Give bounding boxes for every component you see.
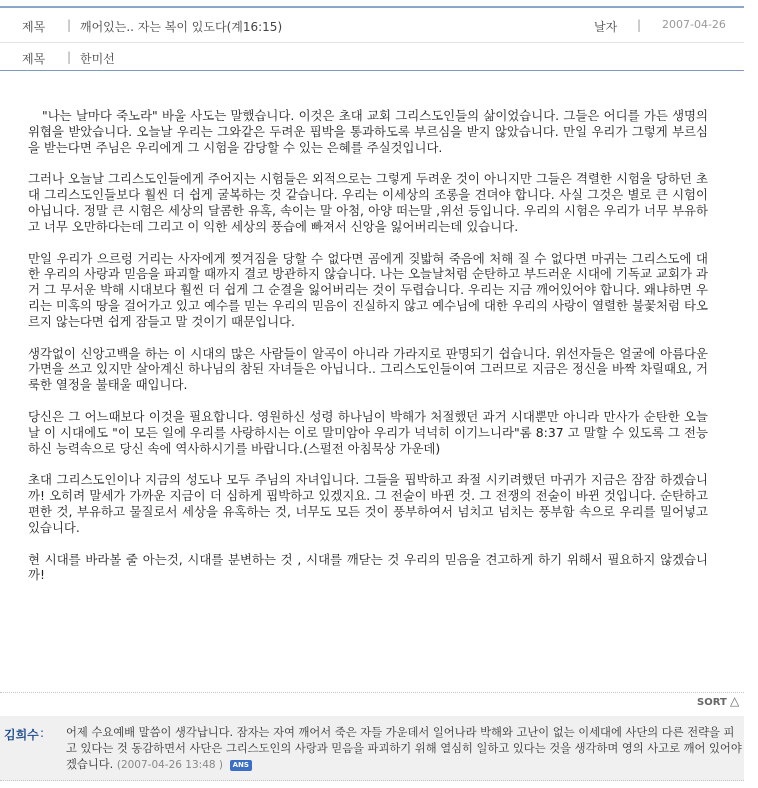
comment-item bbox=[0, 716, 744, 781]
body-paragraph: 만일 우리가 으르렁 거리는 사자에게 찢겨짐을 당할 수 없다면 곰에게 짖밟혀 죽음에 처해 질 수 없다면 마귀는 그리스도에 대한 우리의 사랑과 믿음을 파괴할 때까지 결코 방관하지 않습니다. 나는 오늘날처럼 순탄하고 부드러운 시대에 기독교 교회가 과거 그 무서운 박해 시대보다 훨씬 더 쉽게 그 순결을 잃어버리는 것이 두렵습니다. 우리는 지금 깨어있어야 합니다. 왜냐하면 우리는 미혹의 땅을 걸어가고 있고 예수를 믿는 우리의 믿음이 진실하지 않고 예수님에 대한 우리의 사랑이 열렬한 불꽃처럼 타오르지 않는다면 쉽게 잠들고 말 것이기 때문입니다. bbox=[28, 250, 708, 329]
title-separator: | bbox=[67, 18, 72, 32]
comments-divider bbox=[0, 692, 744, 693]
date-label: 날자 bbox=[594, 20, 618, 34]
header-rule bbox=[0, 70, 744, 71]
comment-text: 어제 수요예배 말씀이 생각납니다. 잠자는 자여 깨어서 죽은 자들 가운데서 일어나라 박해와 고난이 없는 이세대에 사단의 다른 전략을 피고 있다는 것 동감하면서 사단은 그리스도인의 사랑과 믿음을 파괴하기 위해 열심히 일하고 있다는 것을 생각하며 영의 사고로 깨어 있어야 겠습니다. bbox=[66, 726, 742, 771]
author-name: 한미선 bbox=[80, 52, 115, 66]
triangle-up-icon[interactable]: △ bbox=[730, 694, 740, 708]
body-paragraph: "나는 날마다 죽노라" 바울 사도는 말했습니다. 이것은 초대 교회 그리스도인들의 삶이었습니다. 그들은 어디를 가든 생명의 위협을 받았습니다. 오늘날 우리는 그와같은 두려운 핍박을 통과하도록 부르심을 받지 않았습니다. 만일 우리가 그렇게 부르심을 받는다면 주님은 우리에게 그 시험을 감당할 수 있는 은혜를 주실것입니다. bbox=[28, 108, 708, 155]
comment-date: (2007-04-26 13:48 ) bbox=[116, 759, 223, 771]
author-separator: | bbox=[67, 50, 72, 64]
author-label: 제목 bbox=[22, 52, 46, 66]
author-row bbox=[0, 40, 744, 74]
body-paragraph: 초대 그리스도인이나 지금의 성도나 모두 주님의 자녀입니다. 그들을 핍박하고 좌절 시키려했던 마귀가 지금은 잠잠 하겠습니까! 오히려 말세가 가까운 지금이 더 심하게 핍박하고 있겠지요. 그 전술이 바뀐 것. 그 전쟁의 전술이 바뀐 것입니다. 순탄하고 편한 것, 부유하고 물질로서 세상을 유혹하는 것, 너무도 모든 것이 풍부하여서 넘치고 넘치는 풍부함 속으로 우리를 밀어넣고 있습니다. bbox=[28, 472, 708, 535]
body-paragraph: 현 시대를 바라볼 줄 아는것, 시대를 분변하는 것 , 시대를 깨닫는 것 우리의 믿음을 견고하게 하기 위해서 필요하지 않겠습니까! bbox=[28, 551, 708, 583]
post-title: 깨어있는.. 자는 복이 있도다(계16:15) bbox=[80, 20, 283, 34]
answer-badge[interactable]: ANS bbox=[230, 760, 252, 771]
comment-author[interactable]: 김희수 bbox=[4, 728, 39, 742]
body-paragraph: 당신은 그 어느때보다 이것을 필요합니다. 영원하신 성령 하나님이 박해가 처절했던 과거 시대뿐만 아니라 만사가 순탄한 오늘날 이 시대에도 "이 모든 일에 우리를 사랑하시는 이로 말미암아 우리가 넉넉히 이기느니라"롬 8:37 고 말할 수 있도록 그 전능하신 능력속으로 당신 속에 역사하시기를 바랍니다.(스펄전 아침묵상 가운데) bbox=[28, 408, 708, 456]
date-separator: | bbox=[637, 18, 642, 32]
body-paragraph: 생각없이 신앙고백을 하는 이 시대의 많은 사람들이 알곡이 아니라 가라지로 판명되기 쉽습니다. 위선자들은 얼굴에 아름다운 가면을 쓰고 있지만 살아계신 하나님의 참된 자녀들은 아닙니다.. 그리스도인들이여 그러므로 지금은 정신을 바짝 차릴때요, 거룩한 열정을 불태울 때입니다. bbox=[28, 345, 708, 393]
comment-colon: : bbox=[40, 726, 45, 740]
title-label: 제목 bbox=[22, 20, 46, 34]
title-row bbox=[0, 8, 744, 43]
sort-button[interactable]: SORT bbox=[697, 697, 727, 708]
body-paragraph: 그러나 오늘날 그리스도인들에게 주어지는 시험들은 외적으로는 그렇게 두려운 것이 아니지만 그들은 격렬한 시험을 당하던 초대 그리스도인들보다 훨씬 더 쉽게 굴복하는 것 같습니다. 우리는 이세상의 조롱을 견뎌야 합니다. 사실 그것은 별로 큰 시험이 아닙니다. 정말 큰 시험은 세상의 달콤한 유혹, 속이는 말 아첨, 아양 떠는말 ,위선 등입니다. 우리의 시험은 우리가 너무 부유하고 너무 오만하다는데 그리고 이 익한 세상의 풍습에 빠져서 신앙을 잃어버리는데 있습니다. bbox=[28, 171, 708, 234]
post-body bbox=[28, 108, 708, 599]
post-date: 2007-04-26 bbox=[662, 18, 726, 31]
comment-body bbox=[66, 725, 742, 773]
